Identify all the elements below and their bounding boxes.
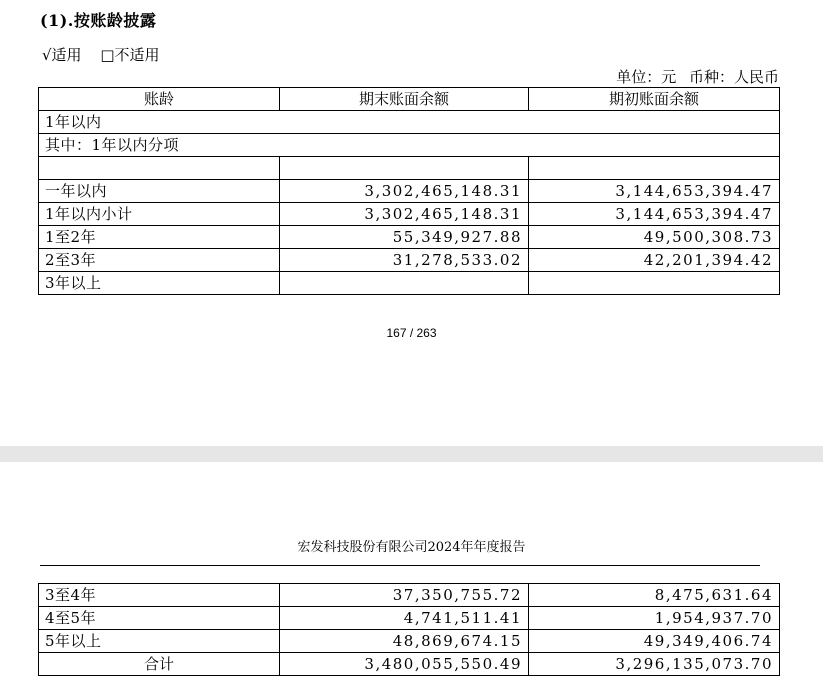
table-row — [39, 249, 780, 272]
running-header: 宏发科技股份有限公司2024年年度报告 — [297, 540, 526, 555]
ending-balance-cell — [280, 157, 529, 180]
beginning-balance-cell: 3,144,653,394.47 — [529, 180, 780, 203]
table-row — [39, 607, 780, 630]
applicability-options — [42, 44, 174, 65]
ending-balance-cell: 48,869,674.15 — [280, 630, 529, 653]
header-aging: 账龄 — [39, 88, 280, 111]
table-row — [39, 134, 780, 157]
header-beginning-balance: 期初账面余额 — [529, 88, 780, 111]
row-label: 一年以内 — [39, 180, 280, 203]
table-row — [39, 180, 780, 203]
row-label: 1年以内 — [39, 111, 780, 134]
row-label: 4至5年 — [39, 607, 280, 630]
beginning-balance-cell — [529, 157, 780, 180]
row-label — [39, 157, 280, 180]
option-not-applicable: □不适用 — [100, 46, 160, 64]
row-label: 1年以内小计 — [39, 203, 280, 226]
beginning-balance-cell: 42,201,394.42 — [529, 249, 780, 272]
row-label: 3至4年 — [39, 584, 280, 607]
table-row — [39, 203, 780, 226]
row-label: 2至3年 — [39, 249, 280, 272]
header-rule — [40, 565, 760, 566]
table-row — [39, 584, 780, 607]
row-label: 3年以上 — [39, 272, 280, 295]
table-row — [39, 653, 780, 676]
beginning-balance-cell: 3,144,653,394.47 — [529, 203, 780, 226]
row-label: 1至2年 — [39, 226, 280, 249]
ending-balance-cell: 31,278,533.02 — [280, 249, 529, 272]
ending-balance-cell: 4,741,511.41 — [280, 607, 529, 630]
beginning-balance-cell: 3,296,135,073.70 — [529, 653, 780, 676]
row-label: 合计 — [39, 653, 280, 676]
ending-balance-cell: 3,302,465,148.31 — [280, 180, 529, 203]
beginning-balance-cell: 8,475,631.64 — [529, 584, 780, 607]
unit-currency-line: 单位：元 币种：人民币 — [616, 68, 779, 86]
table-row — [39, 111, 780, 134]
ending-balance-cell: 55,349,927.88 — [280, 226, 529, 249]
section-heading: (1).按账龄披露 — [40, 11, 157, 30]
ending-balance-cell: 3,302,465,148.31 — [280, 203, 529, 226]
option-applicable: √适用 — [42, 46, 82, 64]
header-ending-balance: 期末账面余额 — [280, 88, 529, 111]
ending-balance-cell: 37,350,755.72 — [280, 584, 529, 607]
beginning-balance-cell: 49,349,406.74 — [529, 630, 780, 653]
page-number: 167 / 263 — [386, 326, 437, 340]
ending-balance-cell — [280, 272, 529, 295]
aging-table-page2 — [38, 583, 780, 676]
beginning-balance-cell: 49,500,308.73 — [529, 226, 780, 249]
ending-balance-cell: 3,480,055,550.49 — [280, 653, 529, 676]
row-label: 其中：1年以内分项 — [39, 134, 780, 157]
table-header-row — [39, 88, 780, 111]
table-row — [39, 226, 780, 249]
aging-table-page1 — [38, 87, 780, 295]
page-gap — [0, 446, 823, 462]
row-label: 5年以上 — [39, 630, 280, 653]
table-row — [39, 272, 780, 295]
beginning-balance-cell: 1,954,937.70 — [529, 607, 780, 630]
table-row — [39, 630, 780, 653]
table-row — [39, 157, 780, 180]
beginning-balance-cell — [529, 272, 780, 295]
